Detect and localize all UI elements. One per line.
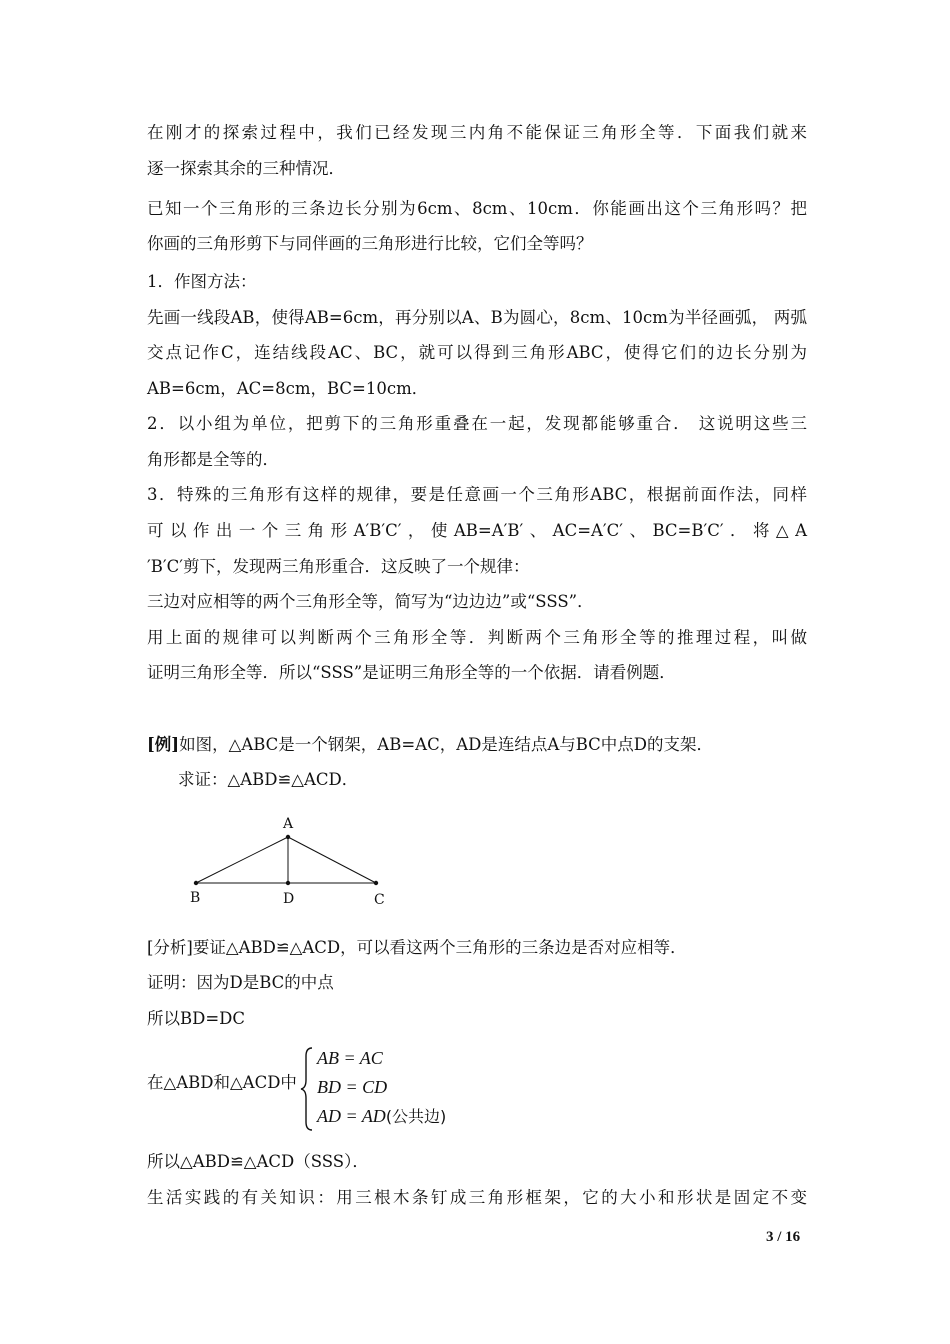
triangle-diagram (180, 812, 400, 912)
side-ac (288, 837, 376, 883)
equation-note: (公共边) (385, 1107, 447, 1126)
point-b (194, 881, 198, 885)
paragraph-line: 可以作出一个三角形A′B′C′，使AB=A′B′、AC=A′C′、BC=B′C′．将△A (147, 521, 807, 540)
paragraph-line: AB=6cm，AC=8cm，BC=10cm． (147, 379, 429, 398)
point-a (286, 835, 290, 839)
paragraph-line: 2．以小组为单位，把剪下的三角形重叠在一起，发现都能够重合． 这说明这些三 (147, 414, 807, 433)
paragraph-line: 交点记作C，连结线段AC、BC，就可以得到三角形ABC，使得它们的边长分别为 (147, 343, 807, 362)
paragraph-line: 先画一线段AB，使得AB=6cm，再分别以A、B为圆心，8cm、10cm为半径画弧， 两弧 (147, 308, 807, 327)
label-d: D (283, 891, 295, 907)
paragraph-line: 逐一探索其余的三种情况． (147, 159, 345, 178)
example-text: 如图，△ABC是一个钢架，AB=AC，AD是连结点A与BC中点D的支架． (179, 735, 714, 754)
equation-row: BD = CD (317, 1077, 388, 1097)
label-b: B (190, 890, 201, 906)
paragraph-line: 在刚才的探索过程中，我们已经发现三内角不能保证三角形全等．下面我们就来 (147, 123, 807, 142)
paragraph-line: 证明三角形全等．所以“SSS”是证明三角形全等的一个依据．请看例题． (147, 663, 676, 682)
paragraph-line: 用上面的规律可以判断两个三角形全等．判断两个三角形全等的推理过程，叫做 (147, 628, 807, 647)
equation-system (147, 1046, 547, 1132)
example-tag: [例] (147, 735, 180, 754)
triangle-figure (180, 812, 400, 912)
point-c (374, 881, 378, 885)
point-d (286, 881, 290, 885)
paragraph-line: 你画的三角形剪下与同伴画的三角形进行比较，它们全等吗？ (147, 234, 593, 253)
paragraph-line: 三边对应相等的两个三角形全等，简写为“边边边”或“SSS”． (147, 592, 594, 611)
equation-row: AB = AC (317, 1048, 383, 1068)
side-ab (196, 837, 288, 883)
paragraph-line: 角形都是全等的． (147, 450, 279, 469)
proof-line: 证明：因为D是BC的中点 (147, 973, 334, 992)
proof-line: 所以BD=DC (147, 1009, 246, 1028)
equation-main: AD = AD (317, 1106, 386, 1126)
system-lead: 在△ABD和△ACD中 (147, 1073, 297, 1092)
paragraph-line: ′B′C′剪下，发现两三角形重合．这反映了一个规律： (147, 557, 530, 576)
equation-row (317, 1104, 446, 1129)
analysis-line: [分析]要证△ABD≌△ACD，可以看这两个三角形的三条边是否对应相等． (147, 938, 687, 957)
paragraph-line: 3．特殊的三角形有这样的规律，要是任意画一个三角形ABC，根据前面作法，同样 (147, 485, 807, 504)
label-c: C (374, 892, 385, 908)
closing-line: 生活实践的有关知识：用三根木条钉成三角形框架，它的大小和形状是固定不变 (147, 1188, 807, 1207)
example-statement (147, 733, 713, 757)
prove-statement: 求证：△ABD≌△ACD． (178, 770, 359, 789)
left-brace-icon (300, 1046, 314, 1132)
paragraph-line: 1．作图方法： (147, 272, 257, 291)
paragraph-line: 已知一个三角形的三条边长分别为6cm、8cm、10cm．你能画出这个三角形吗？把 (147, 199, 807, 218)
label-a: A (283, 816, 294, 832)
conclusion-line: 所以△ABD≌△ACD（SSS）． (147, 1152, 369, 1171)
page-number: 3 / 16 (766, 1229, 801, 1245)
